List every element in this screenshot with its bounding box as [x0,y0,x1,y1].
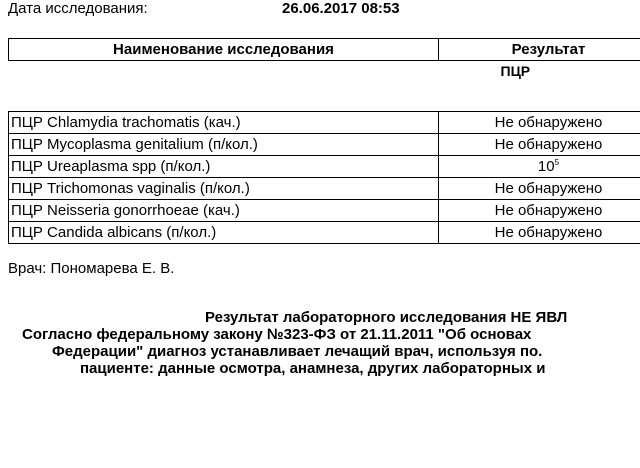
table-header-row [9,39,640,61]
test-result [439,156,640,178]
disclaimer-line: Согласно федеральному закону №323-ФЗ от 21.11.2011 "Об основах [22,326,532,343]
table-row [9,178,640,200]
result-exponent: 5 [554,158,560,167]
date-value: 26.06.2017 08:53 [282,0,400,17]
section-row [9,61,640,82]
result-base: 10 [537,158,555,175]
section-name-cell [9,61,439,82]
test-result: Не обнаружено [439,222,640,244]
disclaimer [0,309,640,389]
test-name: ПЦР Trichomonas vaginalis (п/кол.) [9,178,439,200]
test-result: Не обнаружено [439,134,640,156]
column-header-result: Результат [439,39,640,61]
test-name: ПЦР Mycoplasma genitalium (п/кол.) [9,134,439,156]
disclaimer-line: Федерации" диагноз устанавливает лечащий врач, используя по. [52,343,543,360]
test-name: ПЦР Chlamydia trachomatis (кач.) [9,112,439,134]
table-row [9,134,640,156]
test-result: Не обнаружено [439,200,640,222]
table-row [9,112,640,134]
results-table [8,38,640,244]
disclaimer-line: Результат лабораторного исследования НЕ ЯВЛ [205,309,568,326]
table-row [9,156,640,178]
test-name: ПЦР Neisseria gonorrhoeae (кач.) [9,200,439,222]
test-result: Не обнаружено [439,178,640,200]
test-result: Не обнаружено [439,112,640,134]
table-row [9,200,640,222]
test-name: ПЦР Candida albicans (п/кол.) [9,222,439,244]
date-label: Дата исследования: [8,0,148,17]
spacer-row [9,81,640,112]
section-title: ПЦР [500,63,531,79]
doctor-name: Врач: Пономарева Е. В. [8,260,175,277]
column-header-name: Наименование исследования [9,39,439,61]
test-name: ПЦР Ureaplasma spp (п/кол.) [9,156,439,178]
table-row [9,222,640,244]
disclaimer-line: пациенте: данные осмотра, анамнеза, других лабораторных и [80,360,546,377]
